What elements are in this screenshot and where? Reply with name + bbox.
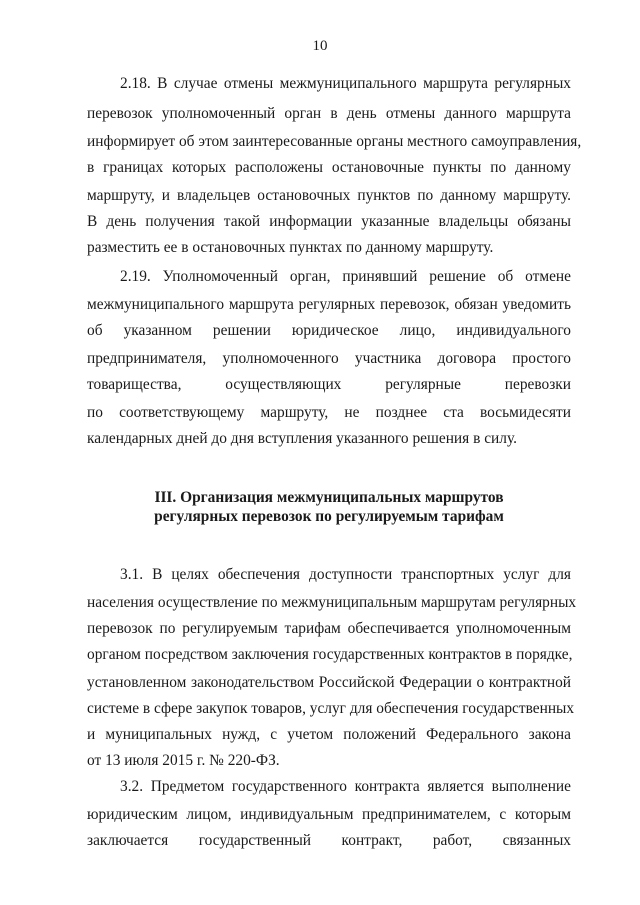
paragraph-3-1-line: от 13 июля 2015 г. № 220-ФЗ. [87, 752, 280, 769]
paragraph-2-19-line: предпринимателя, уполномоченного участника договора простого [87, 350, 571, 367]
paragraph-2-18-line: перевозок уполномоченный орган в день отмены данного маршрута [87, 105, 571, 122]
paragraph-3-2-line: юридическим лицом, индивидуальным предпринимателем, с которым [87, 806, 571, 823]
paragraph-3-1-line: населения осуществление по межмуниципальным маршрутам регулярных [87, 594, 577, 611]
paragraph-3-1-line: 3.1. В целях обеспечения доступности транспортных услуг для [120, 566, 571, 583]
paragraph-2-19-line: товарищества, осуществляющих регулярные перевозки [87, 376, 571, 393]
paragraph-2-18-line: в границах которых расположены остановочные пункты по данному [87, 159, 571, 176]
paragraph-2-19-line: межмуниципального маршрута регулярных перевозок, обязан уведомить [87, 296, 571, 313]
paragraph-3-1-line: органом посредством заключения государственных контрактов в порядке, [87, 646, 573, 663]
paragraph-2-19-line: календарных дней до дня вступления указанного решения в силу. [87, 430, 517, 447]
paragraph-3-1-line: перевозок по регулируемым тарифам обеспечивается уполномоченным [87, 620, 571, 637]
paragraph-3-2-line: 3.2. Предметом государственного контракта является выполнение [120, 778, 571, 795]
paragraph-2-18-line: 2.18. В случае отмены межмуниципального маршрута регулярных [120, 75, 571, 92]
page-number: 10 [312, 38, 328, 54]
paragraph-2-18-line: маршруту, и владельцев остановочных пунктов по данному маршруту. [87, 187, 571, 204]
paragraph-2-18-line: разместить ее в остановочных пунктах по данному маршруту. [87, 239, 494, 256]
paragraph-3-1-line: системе в сфере закупок товаров, услуг для обеспечения государственных [87, 700, 575, 717]
paragraph-2-19-line: 2.19. Уполномоченный орган, принявший решение об отмене [120, 268, 571, 285]
paragraph-2-18-line: В день получения такой информации указанные владельцы обязаны [87, 213, 571, 230]
section-heading-line: III. Организация межмуниципальных маршрутов [154, 489, 504, 506]
paragraph-2-18-line: информирует об этом заинтересованные органы местного самоуправления, [87, 133, 582, 150]
paragraph-3-1-line: и муниципальных нужд, с учетом положений Федерального закона [87, 726, 571, 743]
paragraph-2-19-line: об указанном решении юридическое лицо, индивидуального [87, 322, 571, 339]
paragraph-2-19-line: по соответствующему маршруту, не позднее ста восьмидесяти [87, 404, 571, 421]
section-heading-line: регулярных перевозок по регулируемым тарифам [154, 508, 504, 525]
paragraph-3-1-line: установленном законодательством Российской Федерации о контрактной [87, 674, 571, 691]
paragraph-3-2-line: заключается государственный контракт, работ, связанных [87, 832, 571, 849]
